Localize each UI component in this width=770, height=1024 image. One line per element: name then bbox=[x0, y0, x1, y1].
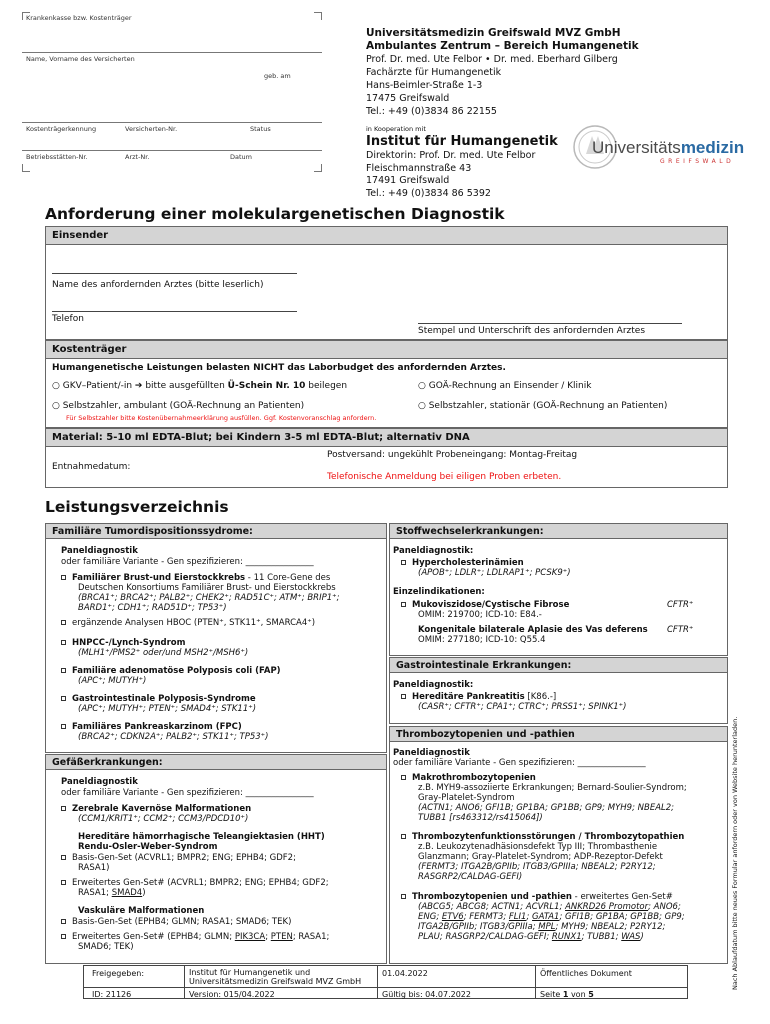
vask-erw-item[interactable] bbox=[61, 932, 329, 952]
institut-street: Fleischmannstraße 43 bbox=[366, 162, 472, 174]
hht-title bbox=[78, 832, 325, 852]
kong-item[interactable] bbox=[418, 625, 648, 645]
selbstzahler-red-note: Für Selbstzahler bitte Kostenübernahmeerklärung ausfüllen. Ggf. Kostenvoranschlag anfordern. bbox=[66, 414, 377, 422]
brca-rest: - 11 Core-Gene des bbox=[245, 573, 331, 583]
hht-basis-label-2: RASA1) bbox=[78, 863, 110, 873]
makro-checkbox[interactable] bbox=[401, 775, 406, 780]
kostentraegerkennung-label: Kostenträgerkennung bbox=[26, 125, 97, 133]
mvz-city: 17475 Greifswald bbox=[366, 93, 450, 104]
pankreatitis-item[interactable] bbox=[401, 692, 626, 712]
tp-mpl: MPL bbox=[538, 922, 556, 932]
kostentraeger-header: Kostenträger bbox=[45, 340, 728, 359]
tp-3a: ITGA2B/GPIIb; ITGB3/GPIIIa; bbox=[418, 922, 539, 932]
logo-word-2: medizin bbox=[680, 138, 745, 157]
mvz-name: Universitätsmedizin Greifswald MVZ GmbH bbox=[366, 27, 621, 39]
vask-erw-pik3ca: PIK3CA bbox=[234, 932, 266, 942]
vask-erw-c: ; bbox=[265, 932, 271, 942]
makro-3: (ACTN1; ANO6; GFI1B; GP1BA; GP1BB; GP9; MYH9; NBEAL2; bbox=[418, 803, 675, 813]
kong-gene: CFTR⁺ bbox=[667, 625, 694, 635]
hboc-label: ergänzende Analysen HBOC (PTEN⁺, STK11⁺, SMARCA4⁺) bbox=[72, 618, 316, 628]
brca-title: Familiärer Brust-und Eierstockkrebs bbox=[72, 573, 246, 583]
muko-gene: CFTR⁺ bbox=[667, 600, 694, 610]
tp-3c: ; MYH9; NBEAL2; P2RY12; bbox=[555, 922, 666, 932]
gi-polyposis-item[interactable] bbox=[61, 694, 256, 714]
footer-institut bbox=[189, 968, 361, 986]
tp-4c: ; TUBB1; bbox=[581, 932, 622, 942]
vask-title: Vaskuläre Malformationen bbox=[78, 906, 205, 916]
vask-erw-2: SMAD6; TEK) bbox=[78, 942, 134, 952]
telefon-line[interactable] bbox=[52, 311, 297, 312]
leistungsverzeichnis-title: Leistungsverzeichnis bbox=[45, 498, 229, 516]
institut-city: 17491 Greifswald bbox=[366, 175, 450, 186]
fpc-title: Familiäres Pankreaskarzinom (FPC) bbox=[72, 722, 242, 732]
status-label: Status bbox=[250, 125, 271, 133]
mvz-doctors: Prof. Dr. med. Ute Felbor • Dr. med. Eberhard Gilberg bbox=[366, 54, 618, 65]
fam-panel-label: Paneldiagnostik bbox=[61, 546, 138, 556]
logo-subtext: GREIFSWALD bbox=[660, 158, 735, 165]
hht-basis-item[interactable] bbox=[61, 853, 296, 873]
einsender-header: Einsender bbox=[45, 226, 728, 245]
gi-polyposis-checkbox[interactable] bbox=[61, 696, 66, 701]
hht-erw-smad4: SMAD4 bbox=[111, 888, 143, 898]
tp-2a: ENG; bbox=[418, 912, 442, 922]
institut-director: Direktorin: Prof. Dr. med. Ute Felbor bbox=[366, 150, 536, 161]
kong-omim: OMIM: 277180; ICD-10: Q55.4 bbox=[418, 635, 546, 645]
makro-4: TUBB1 [rs463312/rs415064]) bbox=[418, 813, 543, 823]
ccm-genes: (CCM1/KRIT1⁺; CCM2⁺; CCM3/PDCD10⁺) bbox=[78, 814, 249, 824]
gastro-panel-label: Paneldiagnostik: bbox=[393, 680, 474, 690]
fpc-item[interactable] bbox=[61, 722, 268, 742]
thromb-header: Thrombozytopenien und -pathien bbox=[389, 726, 728, 742]
stoff-header: Stoffwechselerkrankungen: bbox=[389, 523, 728, 539]
thromb-panel-label: Paneldiagnostik bbox=[393, 748, 470, 758]
muko-title: Mukoviszidose/Cystische Fibrose bbox=[412, 600, 570, 610]
tp-title: Thrombozytopenien und -pathien bbox=[412, 892, 572, 902]
brca-genes-1: (BRCA1⁺; BRCA2⁺; PALB2⁺; CHEK2⁺; RAD51C⁺; ATM⁺; BRIP1⁺; bbox=[78, 593, 340, 603]
muko-checkbox[interactable] bbox=[401, 602, 406, 607]
tp-was: WAS bbox=[621, 932, 641, 942]
tp-4a: PLAU; RASGRP2/CALDAG-GEFI; bbox=[418, 932, 552, 942]
kasse-label: Krankenkasse bzw. Kostenträger bbox=[26, 14, 132, 22]
hht-erw-item[interactable] bbox=[61, 878, 329, 898]
mvz-phone: Tel.: +49 (0)3834 86 22155 bbox=[366, 106, 497, 117]
gastro-header: Gastrointestinale Erkrankungen: bbox=[389, 657, 728, 673]
side-note: Nach Ablaufdatum bitte neues Formular anfordern oder von Website herunterladen. bbox=[731, 716, 739, 990]
seite-von: von bbox=[568, 990, 589, 999]
tp-ankrd26: ANKRD26 Promotor bbox=[565, 902, 649, 912]
laborbudget-note: Humangenetische Leistungen belasten NICHT das Laborbudget des anfordernden Arztes. bbox=[52, 363, 506, 373]
mvz-specialty: Fachärzte für Humangenetik bbox=[366, 67, 502, 78]
tp-1a: (ABCG5; ABCG8; ACTN1; ACVRL1; bbox=[418, 902, 566, 912]
makro-title: Makrothrombozytopenien bbox=[412, 773, 536, 783]
datum-label: Datum bbox=[230, 153, 252, 161]
telefon-label: Telefon bbox=[52, 314, 84, 324]
vask-erw-pten: PTEN bbox=[270, 932, 293, 942]
gkv-option[interactable] bbox=[52, 381, 347, 391]
page-number bbox=[540, 990, 594, 999]
name-field-label: Name des anfordernden Arztes (bitte leserlich) bbox=[52, 280, 264, 290]
vask-basis-label: Basis-Gen-Set (EPHB4; GLMN; RASA1; SMAD6; TEK) bbox=[72, 917, 292, 927]
goa-einsender-option[interactable]: ○ GOÄ-Rechnung an Einsender / Klinik bbox=[418, 381, 592, 391]
tp-runx1: RUNX1 bbox=[551, 932, 582, 942]
gef-variante[interactable]: oder familiäre Variante - Gen spezifizieren: ________________ bbox=[61, 788, 314, 798]
brca-genes-2: BARD1⁺; CDH1⁺; RAD51D⁺; TP53⁺) bbox=[78, 603, 227, 613]
gef-panel-label: Paneldiagnostik bbox=[61, 777, 138, 787]
makro-1: z.B. MYH9-assoziierte Erkrankungen; Bernard-Soulier-Syndrom; bbox=[418, 783, 687, 793]
hht-basis-label: Basis-Gen-Set (ACVRL1; BMPR2; ENG; EPHB4; GDF2; bbox=[72, 853, 296, 863]
funk-title: Thrombozytenfunktionsstörungen / Thrombozytopathien bbox=[412, 832, 685, 842]
hht-erw-2a: RASA1; bbox=[78, 888, 112, 898]
tp-checkbox[interactable] bbox=[401, 894, 406, 899]
fam-header: Familiäre Tumordispositionssydrome: bbox=[45, 523, 387, 539]
stempel-line[interactable] bbox=[418, 323, 682, 324]
selbstzahler-stationaer-option[interactable]: ○ Selbstzahler, stationär (GOÄ-Rechnung an Patienten) bbox=[418, 401, 668, 411]
ue-schein: Ü-Schein Nr. 10 bbox=[227, 381, 306, 391]
brca-checkbox[interactable] bbox=[61, 575, 66, 580]
vask-basis-checkbox[interactable] bbox=[61, 919, 66, 924]
vask-erw-e: ; RASA1; bbox=[292, 932, 330, 942]
brca-item[interactable] bbox=[61, 573, 381, 613]
fam-variante[interactable]: oder familiäre Variante - Gen spezifizieren: ________________ bbox=[61, 557, 314, 567]
footer-table bbox=[83, 965, 688, 999]
thromb-variante[interactable]: oder familiäre Variante - Gen spezifizieren: ________________ bbox=[393, 758, 646, 768]
hht-basis-checkbox[interactable] bbox=[61, 855, 66, 860]
hyper-title: Hypercholesterinämien bbox=[412, 558, 524, 568]
gkv-text: ○ GKV–Patient/-in ➔ bitte ausgefüllten bbox=[52, 381, 228, 391]
stoff-panel-label: Paneldiagnostik: bbox=[393, 546, 474, 556]
pankreatitis-title: Hereditäre Pankreatitis bbox=[412, 692, 525, 702]
betriebsstaetten-label: Betriebsstätten-Nr. bbox=[26, 153, 88, 161]
vask-basis-item[interactable] bbox=[61, 917, 291, 927]
stempel-label: Stempel und Unterschrift des anfordernden Arztes bbox=[418, 326, 646, 336]
brca-desc: Deutschen Konsortiums Familiärer Brust- und Eierstockkrebs bbox=[78, 583, 336, 593]
institut-title: Institut für Humangenetik bbox=[366, 134, 558, 149]
hyper-checkbox[interactable] bbox=[401, 560, 406, 565]
fpc-genes: (BRCA2⁺; CDKN2A⁺; PALB2⁺; STK11⁺; TP53⁺) bbox=[78, 732, 269, 742]
tp-gata1: GATA1 bbox=[532, 912, 560, 922]
hnpcc-genes: (MLH1⁺/PMS2⁺ oder/und MSH2⁺/MSH6⁺) bbox=[78, 648, 249, 658]
name-line[interactable] bbox=[52, 273, 297, 274]
fpc-checkbox[interactable] bbox=[61, 724, 66, 729]
tp-4e: ) bbox=[640, 932, 644, 942]
hht-title-1: Hereditäre hämorrhagische Teleangiektasien (HHT) bbox=[78, 832, 325, 842]
hboc-item[interactable] bbox=[61, 618, 315, 628]
mvz-subtitle: Ambulantes Zentrum – Bereich Humangenetik bbox=[366, 40, 639, 52]
fap-checkbox[interactable] bbox=[61, 668, 66, 673]
vask-erw-a: Erweitertes Gen-Set# (EPHB4; GLMN; bbox=[72, 932, 235, 942]
hboc-checkbox[interactable] bbox=[61, 620, 66, 625]
muko-omim: OMIM: 219700; ICD-10: E84.- bbox=[418, 610, 542, 620]
telefonische-anmeldung-note: Telefonische Anmeldung bei eiligen Proben erbeten. bbox=[327, 472, 562, 482]
university-logo bbox=[572, 122, 745, 172]
document-version: Version: 015/04.2022 bbox=[189, 990, 275, 999]
tp-2c: ; FERMT3; bbox=[463, 912, 509, 922]
arzt-nr-label: Arzt-Nr. bbox=[125, 153, 150, 161]
hht-erw-2c: ) bbox=[142, 888, 146, 898]
makro-2: Gray-Platelet-Syndrom bbox=[418, 793, 515, 803]
kooperation-label: in Kooperation mit bbox=[366, 125, 426, 133]
seite-total: 5 bbox=[588, 990, 594, 999]
tp-1c: ; ANO6; bbox=[648, 902, 681, 912]
tp-2g: ; GFI1B; GP1BA; GP1BB; GP9; bbox=[559, 912, 685, 922]
tp-rest: - erweitertes Gen-Set# bbox=[571, 892, 673, 902]
footer-institut-2: Universitätsmedizin Greifswald MVZ GmbH bbox=[189, 977, 362, 986]
funk-checkbox[interactable] bbox=[401, 834, 406, 839]
footer-institut-1: Institut für Humangenetik und bbox=[189, 968, 311, 977]
hht-erw-checkbox[interactable] bbox=[61, 880, 66, 885]
document-id: ID: 21126 bbox=[92, 990, 132, 999]
material-header: Material: 5-10 ml EDTA-Blut; bei Kindern 3-5 ml EDTA-Blut; alternativ DNA bbox=[45, 428, 728, 447]
mvz-street: Hans-Beimler-Straße 1-3 bbox=[366, 80, 483, 91]
geb-label: geb. am bbox=[264, 72, 291, 80]
vask-erw-checkbox[interactable] bbox=[61, 934, 66, 939]
funk-2: Glanzmann; Gray-Platelet-Syndrom; ADP-Rezeptor-Defekt bbox=[418, 852, 663, 862]
funk-3: (FERMT3; ITGA2B/GPIIb; ITGB3/GPIIIa; NBEAL2; P2RY12; bbox=[418, 862, 656, 872]
mvz-address bbox=[366, 27, 639, 118]
pankreatitis-genes: (CASR⁺; CFTR⁺; CPA1⁺; CTRC⁺; PRSS1⁺; SPINK1⁺) bbox=[418, 702, 627, 712]
kong-title: Kongenitale bilaterale Aplasie des Vas deferens bbox=[418, 625, 648, 635]
fap-item[interactable] bbox=[61, 666, 281, 686]
tp-etv6: ETV6 bbox=[441, 912, 464, 922]
versicherter-label: Name, Vorname des Versicherten bbox=[26, 55, 135, 63]
tp-fli1: FLI1 bbox=[508, 912, 527, 922]
label-field-block bbox=[22, 12, 322, 172]
hnpcc-checkbox[interactable] bbox=[61, 640, 66, 645]
pankreatitis-checkbox[interactable] bbox=[401, 694, 406, 699]
tp-item[interactable] bbox=[401, 892, 685, 942]
hyper-item[interactable] bbox=[401, 558, 571, 578]
hyper-genes: (APOB⁺; LDLR⁺; LDLRAP1⁺; PCSK9⁺) bbox=[418, 568, 571, 578]
gef-header: Gefäßerkrankungen: bbox=[45, 754, 387, 770]
oeffentlich-label: Öffentliches Dokument bbox=[540, 969, 632, 978]
gueltig-bis: Gültig bis: 04.07.2022 bbox=[382, 990, 471, 999]
hnpcc-title: HNPCC-/Lynch-Syndrom bbox=[72, 638, 186, 648]
funk-1: z.B. Leukozytenadhäsionsdefekt Typ III; Thrombasthenie bbox=[418, 842, 658, 852]
tp-2e: ; bbox=[526, 912, 533, 922]
hht-title-2: Rendu-Osler-Weber-Syndrom bbox=[78, 842, 218, 852]
pankreatitis-icd: [K86.-] bbox=[524, 692, 557, 702]
versicherten-nr-label: Versicherten-Nr. bbox=[125, 125, 178, 133]
gkv-text-end: beilegen bbox=[305, 381, 348, 391]
muko-item[interactable] bbox=[401, 600, 569, 620]
einzelindikationen-label: Einzelindikationen: bbox=[393, 587, 485, 597]
ccm-checkbox[interactable] bbox=[61, 806, 66, 811]
funk-item[interactable] bbox=[401, 832, 684, 882]
gi-polyposis-title: Gastrointestinale Polyposis-Syndrome bbox=[72, 694, 256, 704]
page-title: Anforderung einer molekulargenetischen Diagnostik bbox=[45, 205, 505, 223]
entnahmedatum-label: Entnahmedatum: bbox=[52, 462, 131, 472]
fap-title: Familiäre adenomatöse Polyposis coli (FAP) bbox=[72, 666, 281, 676]
ccm-title: Zerebrale Kavernöse Malformationen bbox=[72, 804, 252, 814]
hnpcc-item[interactable] bbox=[61, 638, 248, 658]
makro-item[interactable] bbox=[401, 773, 687, 823]
hht-erw-label: Erweitertes Gen-Set# (ACVRL1; BMPR2; ENG; EPHB4; GDF2; bbox=[72, 878, 329, 888]
gi-polyposis-genes: (APC⁺; MUTYH⁺; PTEN⁺; SMAD4⁺; STK11⁺) bbox=[78, 704, 257, 714]
institut-phone: Tel.: +49 (0)3834 86 5392 bbox=[366, 187, 491, 199]
versand-info: Postversand: ungekühlt Probeneingang: Montag-Freitag bbox=[327, 450, 578, 460]
funk-4: RASGRP2/CALDAG-GEFI) bbox=[418, 872, 523, 882]
seite-current: 1 bbox=[562, 990, 569, 999]
institut-address bbox=[366, 134, 558, 200]
logo-word-1: Universitäts bbox=[592, 138, 681, 157]
seite-label: Seite bbox=[540, 990, 563, 999]
freigabe-datum: 01.04.2022 bbox=[382, 969, 428, 978]
ccm-item[interactable] bbox=[61, 804, 251, 824]
freigegeben-label: Freigegeben: bbox=[92, 969, 145, 978]
selbstzahler-ambulant-option[interactable]: ○ Selbstzahler, ambulant (GOÄ-Rechnung an Patienten) bbox=[52, 401, 305, 411]
fap-genes: (APC⁺; MUTYH⁺) bbox=[78, 676, 147, 686]
